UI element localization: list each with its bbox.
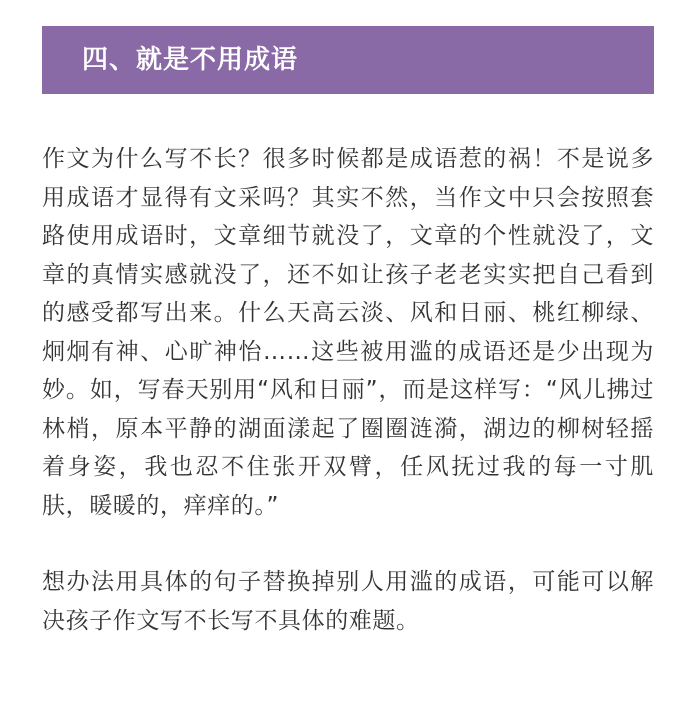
article-body xyxy=(42,140,654,640)
section-title: 四、就是不用成语 xyxy=(82,45,299,75)
article-paragraph: 想办法用具体的句子替换掉别人用滥的成语，可能可以解决孩子作文写不长写不具体的难题。 xyxy=(42,569,654,634)
article-paragraph: 作文为什么写不长？很多时候都是成语惹的祸！不是说多用成语才显得有文采吗？其实不然，当作文中只会按照套路使用成语时，文章细节就没了，文章的个性就没了，文章的真情实感就没了，还不如让孩子老老实实把自己看到的感受都写出来。什么天高云淡、风和日丽、桃红柳绿、炯炯有神、心旷神怡……这些被用滥的成语还是少出现为妙。如，写春天别用“风和日丽”，而是这样写：“风儿拂过林梢，原本平静的湖面漾起了圈圈涟漪，湖边的柳树轻摇着身姿，我也忍不住张开双臂，任风抚过我的每一寸肌肤，暖暖的，痒痒的。” xyxy=(42,146,654,519)
section-header-banner xyxy=(42,26,654,94)
